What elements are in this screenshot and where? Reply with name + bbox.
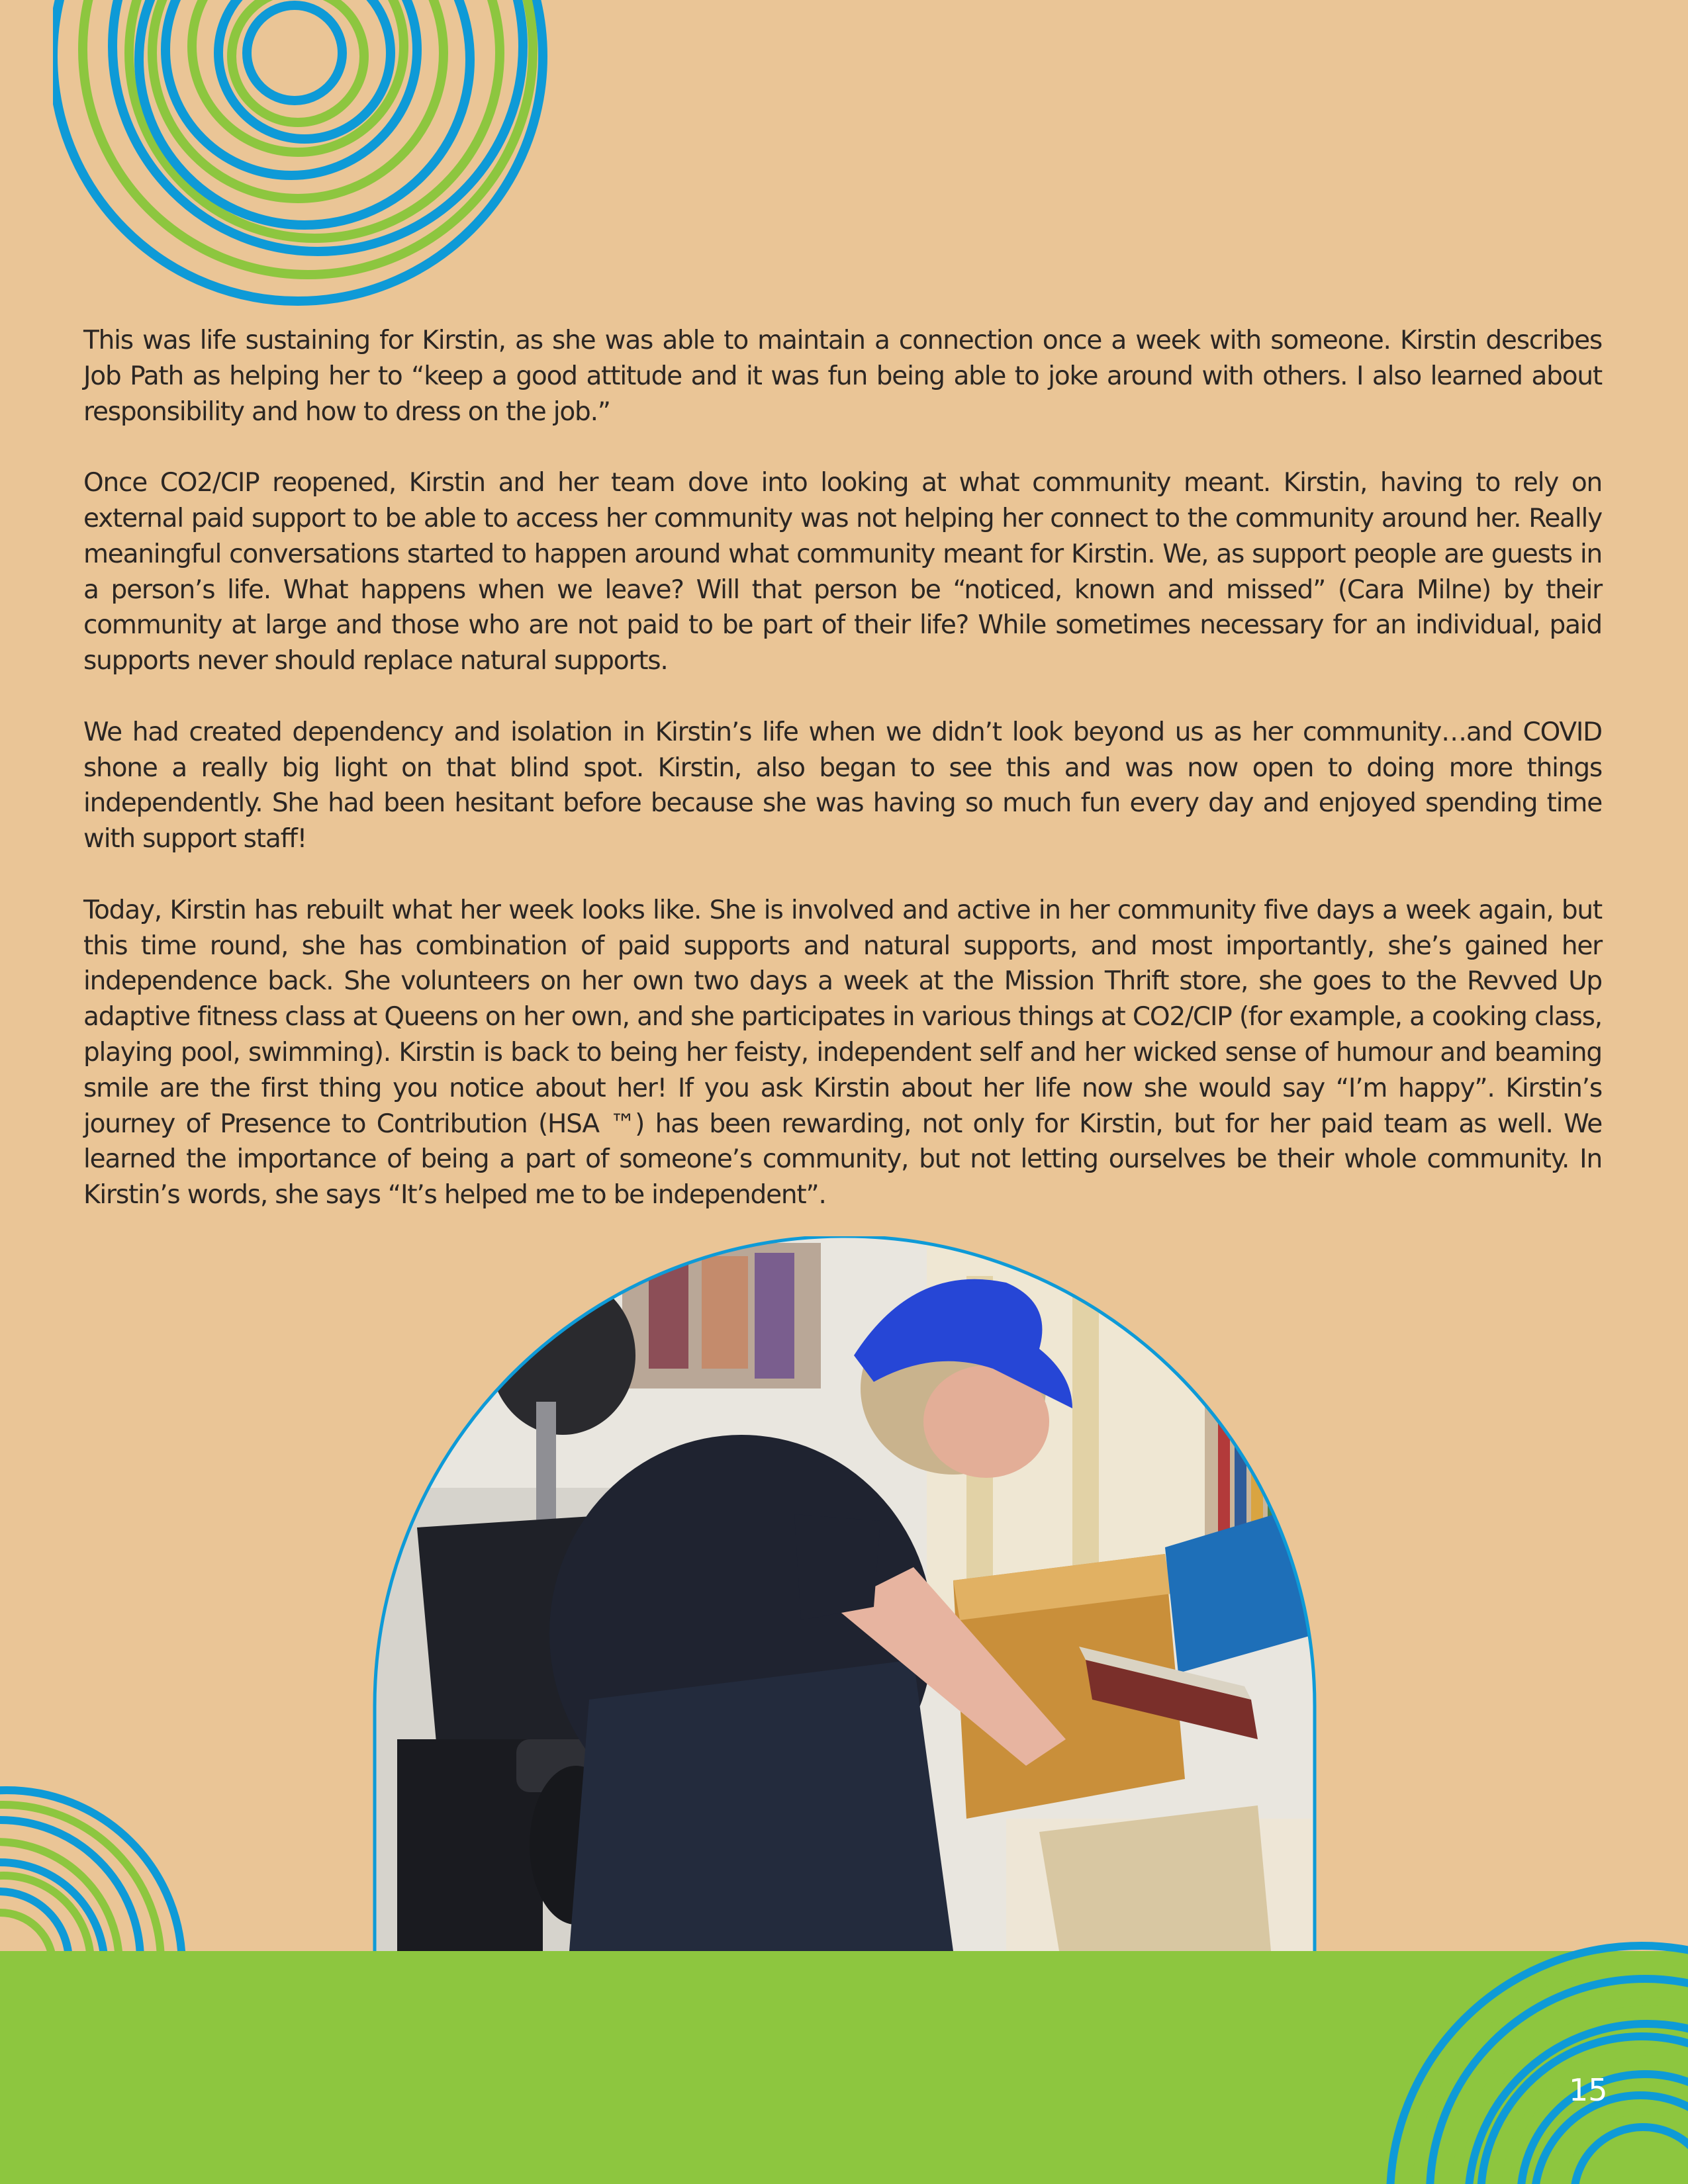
paragraph: Today, Kirstin has rebuilt what her week looks like. She is involved and active in her community five days a week again, but this time round, she has combination of paid supports and natural supports, and most importantly, she’s gained her independence back. She volunteers on her own two days a week at the Mission Thrift store, she goes to the Revved Up adaptive fitness class at Queens on her own, and she participates in various things at CO2/CIP (for example, a cooking class, playing pool, swimming). Kirstin is back to being her feisty, independent self and her wicked sense of humour and beaming smile are the first thing you notice about her! If you ask Kirstin about her life now she would say “I’m happy”. Kirstin’s journey of Presence to Contribution (HSA ™) has been rewarding, not only for Kirstin, but for her paid team as well. We learned the importance of being a part of someone’s community, but not letting ourselves be their whole community. In Kirstin’s words, she says “It’s helped me to be independent”. (83, 895, 1602, 1210)
concentric-swirl-icon (0, 1714, 192, 1952)
page-number: 15 (1569, 2072, 1608, 2108)
photo-kirstin-thrift-store (371, 1236, 1319, 1951)
concentric-swirl-icon (53, 0, 662, 311)
paragraph: This was life sustaining for Kirstin, as she was able to maintain a connection once a week with someone. Kirstin describes Job Path as helping her to “keep a good attitude and it was fun being able to joke around with others. I also learned about responsibility and how to dress on the job.” (83, 326, 1602, 427)
paragraph: We had created dependency and isolation in Kirstin’s life when we didn’t look beyond us as her community…and COVID shone a really big light on that blind spot. Kirstin, also began to see this and was now open to doing more things independently. She had been hesitant before because she was having so much fun every day and enjoyed spending time with support staff! (83, 717, 1602, 854)
concentric-swirl-icon (1357, 1939, 1688, 2184)
article-body (83, 323, 1602, 1213)
swirl-decoration-left (0, 1714, 192, 1952)
paragraph: Once CO2/CIP reopened, Kirstin and her team dove into looking at what community meant. Kirstin, having to rely on external paid support to be able to access her community was not helping her connect to the community around her. Really meaningful conversations started to happen around what community meant for Kirstin. We, as support people are guests in a person’s life. What happens when we leave? Will that person be “noticed, known and missed” (Cara Milne) by their community at large and those who are not paid to be part of their life? While sometimes necessary for an individual, paid supports never should replace natural supports. (83, 468, 1602, 676)
swirl-decoration-top (53, 0, 662, 311)
swirl-decoration-right (1357, 1939, 1688, 2184)
